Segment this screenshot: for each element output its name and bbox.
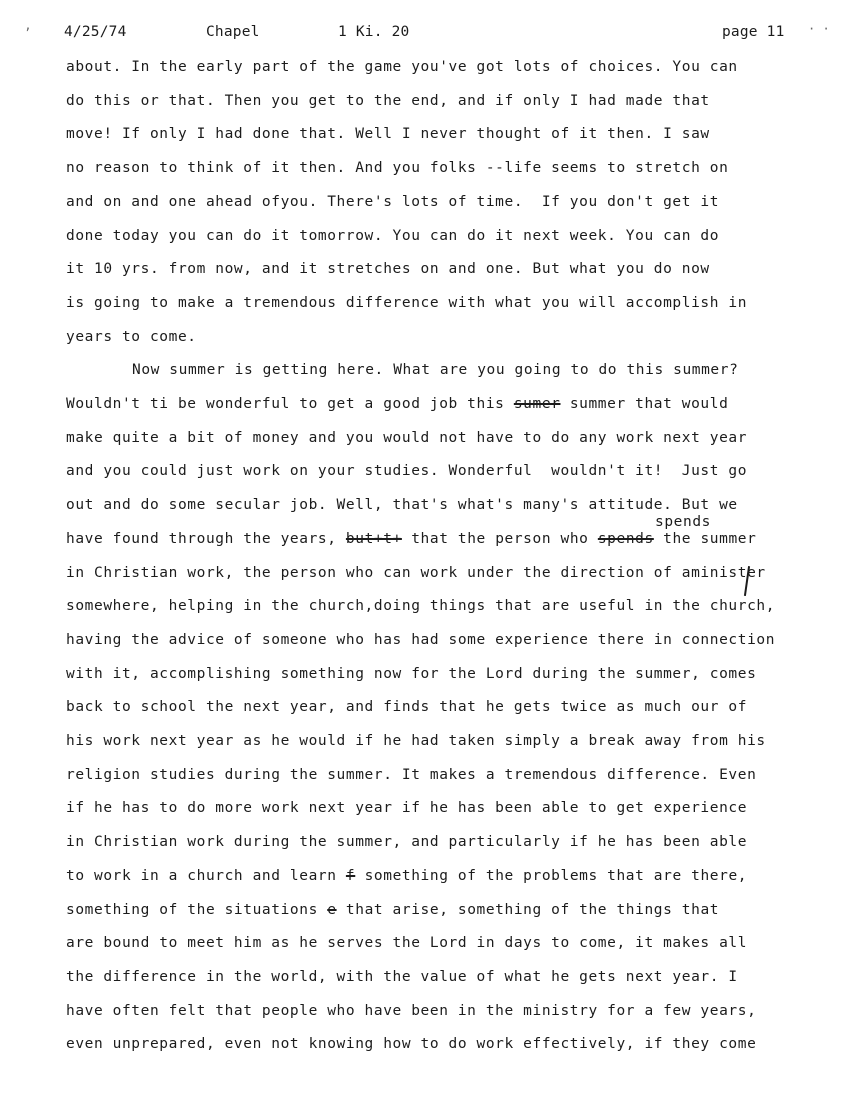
text-line (66, 227, 719, 245)
text-line (66, 395, 728, 413)
text-segment: back to school the next year, and finds that he gets twice as much our of (66, 699, 748, 716)
text-line (66, 1035, 756, 1053)
text-line (66, 867, 747, 885)
text-segment: about. In the early part of the game you've got lots of choices. You can (66, 59, 738, 75)
header-occasion: Chapel (206, 24, 260, 40)
text-line (66, 92, 710, 110)
text-line (66, 530, 756, 548)
text-line (66, 564, 766, 582)
header-page-number: page 11 (722, 24, 785, 40)
text-segment: and you could just work on your studies. Wonderful wouldn't it! Just go (66, 463, 748, 480)
handwritten-insertion: spends (655, 514, 711, 530)
text-line (66, 193, 719, 211)
corner-mark-left: ’ (24, 26, 32, 40)
text-line (66, 159, 728, 177)
text-segment: to work in a church and learn (66, 867, 346, 884)
text-segment: it 10 yrs. from now, and it stretches on and one. But what you do now (66, 261, 710, 278)
text-segment: that the person who (401, 530, 598, 547)
text-segment: something of the situations (66, 901, 328, 918)
struck-text: spends (597, 530, 654, 547)
text-segment: have found through the years, (66, 530, 346, 547)
text-segment: is going to make a tremendous difference with what you will accomplish in (66, 294, 748, 311)
text-line (66, 1002, 756, 1020)
text-line (66, 833, 747, 851)
text-segment: Wouldn't ti be wonderful to get a good job this (66, 396, 514, 412)
text-segment: religion studies during the summer. It makes a tremendous difference. Even (66, 766, 757, 783)
text-line (104, 361, 738, 379)
text-segment: move! If only I had done that. Well I never thought of it then. I saw (66, 126, 710, 143)
text-segment: make quite a bit of money and you would not have to do any work next year (66, 429, 748, 446)
text-line (66, 665, 756, 683)
text-line (66, 799, 747, 817)
text-segment: no reason to think of it then. And you folks --life seems to stretch on (66, 160, 729, 177)
text-line (66, 631, 775, 649)
struck-text: f (345, 867, 356, 884)
text-segment: his work next year as he would if he had taken simply a break away from his (66, 733, 766, 749)
corner-mark-right: · · (808, 22, 830, 36)
text-line (66, 260, 710, 278)
text-line (66, 698, 747, 716)
text-segment: summer that would (560, 396, 729, 412)
text-line (66, 125, 710, 143)
text-line (66, 732, 766, 750)
text-segment: are bound to meet him as he serves the Lord in days to come, it makes all (66, 935, 748, 952)
text-segment: that arise, something of the things that (336, 901, 720, 918)
text-line (66, 766, 756, 784)
text-segment: Now summer is getting here. What are you going to do this summer? (104, 362, 739, 379)
text-line (66, 496, 738, 514)
text-segment: in Christian work, the person who can work under the direction of aminister (66, 564, 766, 581)
text-segment: the summer (653, 530, 757, 547)
text-segment: and on and one ahead ofyou. There's lots of time. If you don't get it (66, 193, 720, 210)
text-line (66, 294, 747, 312)
text-segment: somewhere, helping in the church,doing things that are useful in the church, (66, 598, 776, 615)
text-segment: if he has to do more work next year if he has been able to get experience (66, 800, 748, 817)
text-line (66, 328, 197, 346)
text-segment: out and do some secular job. Well, that's what's many's attitude. But we (66, 497, 738, 514)
struck-text: but+t+ (345, 530, 402, 547)
text-line (66, 934, 747, 952)
text-segment: with it, accomplishing something now for the Lord during the summer, comes (66, 665, 757, 682)
text-line (66, 968, 738, 986)
text-segment: have often felt that people who have been in the ministry for a few years, (66, 1002, 757, 1019)
text-line (66, 429, 747, 447)
text-segment: do this or that. Then you get to the end, and if only I had made that (66, 92, 710, 109)
text-segment: the difference in the world, with the value of what he gets next year. I (66, 968, 738, 985)
text-segment: done today you can do it tomorrow. You can do it next week. You can do (66, 227, 720, 244)
text-segment: years to come. (66, 328, 197, 345)
text-segment: something of the problems that are there, (355, 867, 748, 884)
text-line (66, 597, 775, 615)
text-line (66, 901, 719, 919)
header-scripture: 1 Ki. 20 (338, 24, 410, 40)
text-line (66, 462, 747, 480)
header-date: 4/25/74 (64, 24, 127, 40)
struck-text: e (327, 901, 337, 918)
text-segment: having the advice of someone who has had some experience there in connection (66, 631, 776, 648)
text-line (66, 58, 738, 76)
text-segment: in Christian work during the summer, and particularly if he has been able (66, 834, 748, 851)
struck-text: sumer (513, 396, 561, 412)
text-segment: even unprepared, even not knowing how to do work effectively, if they come (66, 1036, 757, 1053)
